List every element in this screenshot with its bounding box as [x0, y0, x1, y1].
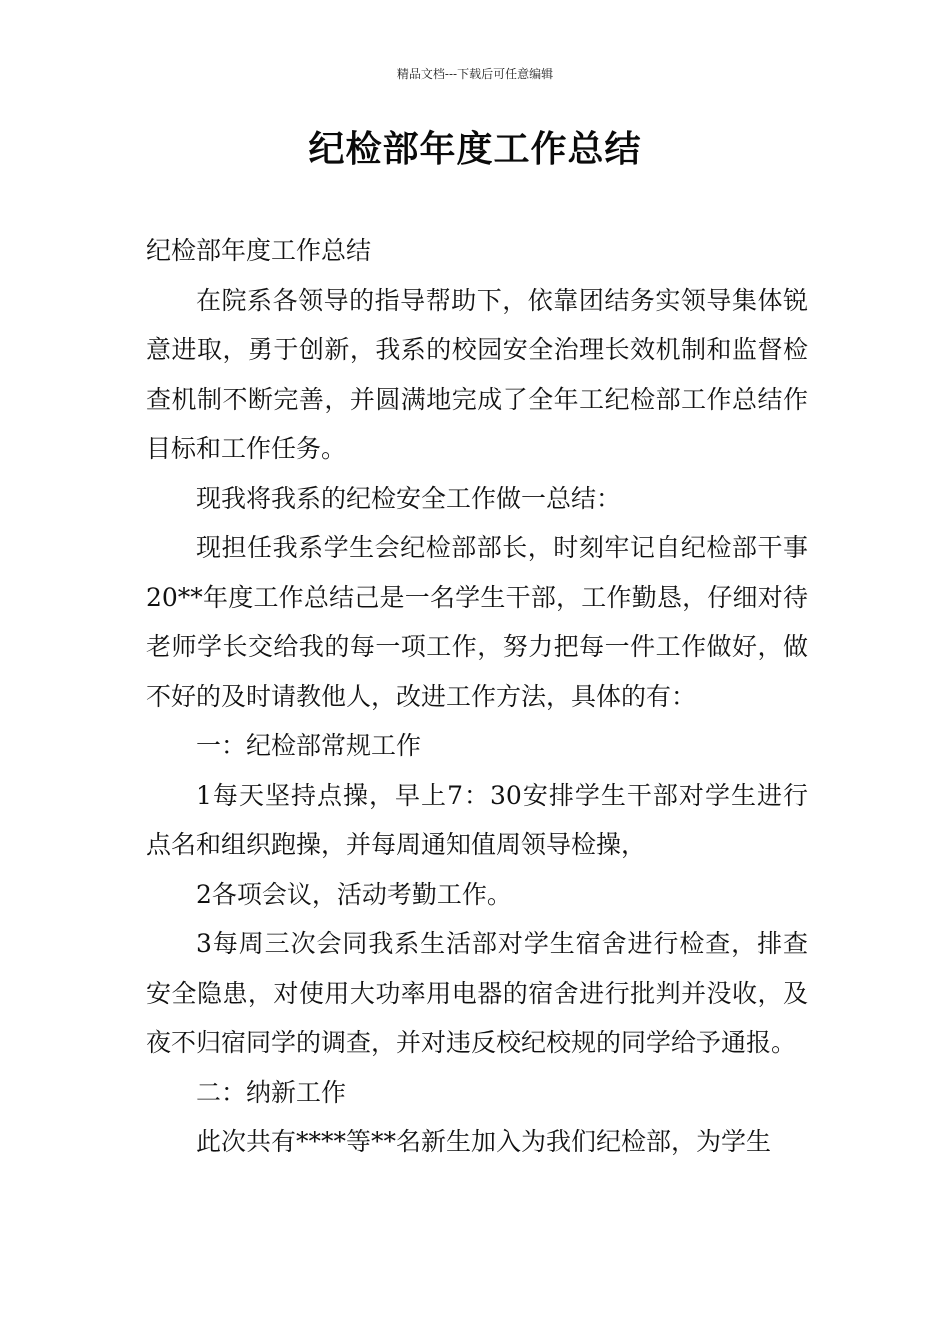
document-body [146, 226, 808, 1167]
body-paragraph: 现担任我系学生会纪检部部长，时刻牢记自纪检部干事20**年度工作总结己是一名学生干部，工作勤恳，仔细对待老师学长交给我的每一项工作，努力把每一件工作做好，做不好的及时请教他人，改进工作方法，具体的有： [146, 533, 808, 711]
section-heading: 二：纳新工作 [196, 1077, 347, 1107]
section-heading: 一：纪检部常规工作 [196, 731, 422, 760]
body-paragraph: 在院系各领导的指导帮助下，依靠团结务实领导集体锐意进取，勇于创新，我系的校园安全治理长效机制和监督检查机制不断完善，并圆满地完成了全年工纪检部工作总结作目标和工作任务。 [146, 285, 808, 463]
header-note: 精品文档---下载后可任意编辑 [396, 67, 554, 81]
list-item: 2各项会议，活动考勤工作。 [196, 879, 512, 909]
list-item: 1每天坚持点操，早上7：30安排学生干部对学生进行点名和组织跑操，并每周通知值周领导检操， [146, 780, 808, 859]
body-paragraph: 现我将我系的纪检安全工作做一总结： [196, 483, 622, 513]
document-title: 纪检部年度工作总结 [308, 129, 642, 170]
subtitle-paragraph: 纪检部年度工作总结 [146, 236, 372, 265]
list-item: 3每周三次会同我系生活部对学生宿舍进行检查，排查安全隐患，对使用大功率用电器的宿舍进行批判并没收，及夜不归宿同学的调查，并对违反校纪校规的同学给予通报。 [146, 929, 808, 1057]
body-paragraph: 此次共有****等**名新生加入为我们纪检部，为学生 [196, 1127, 772, 1156]
